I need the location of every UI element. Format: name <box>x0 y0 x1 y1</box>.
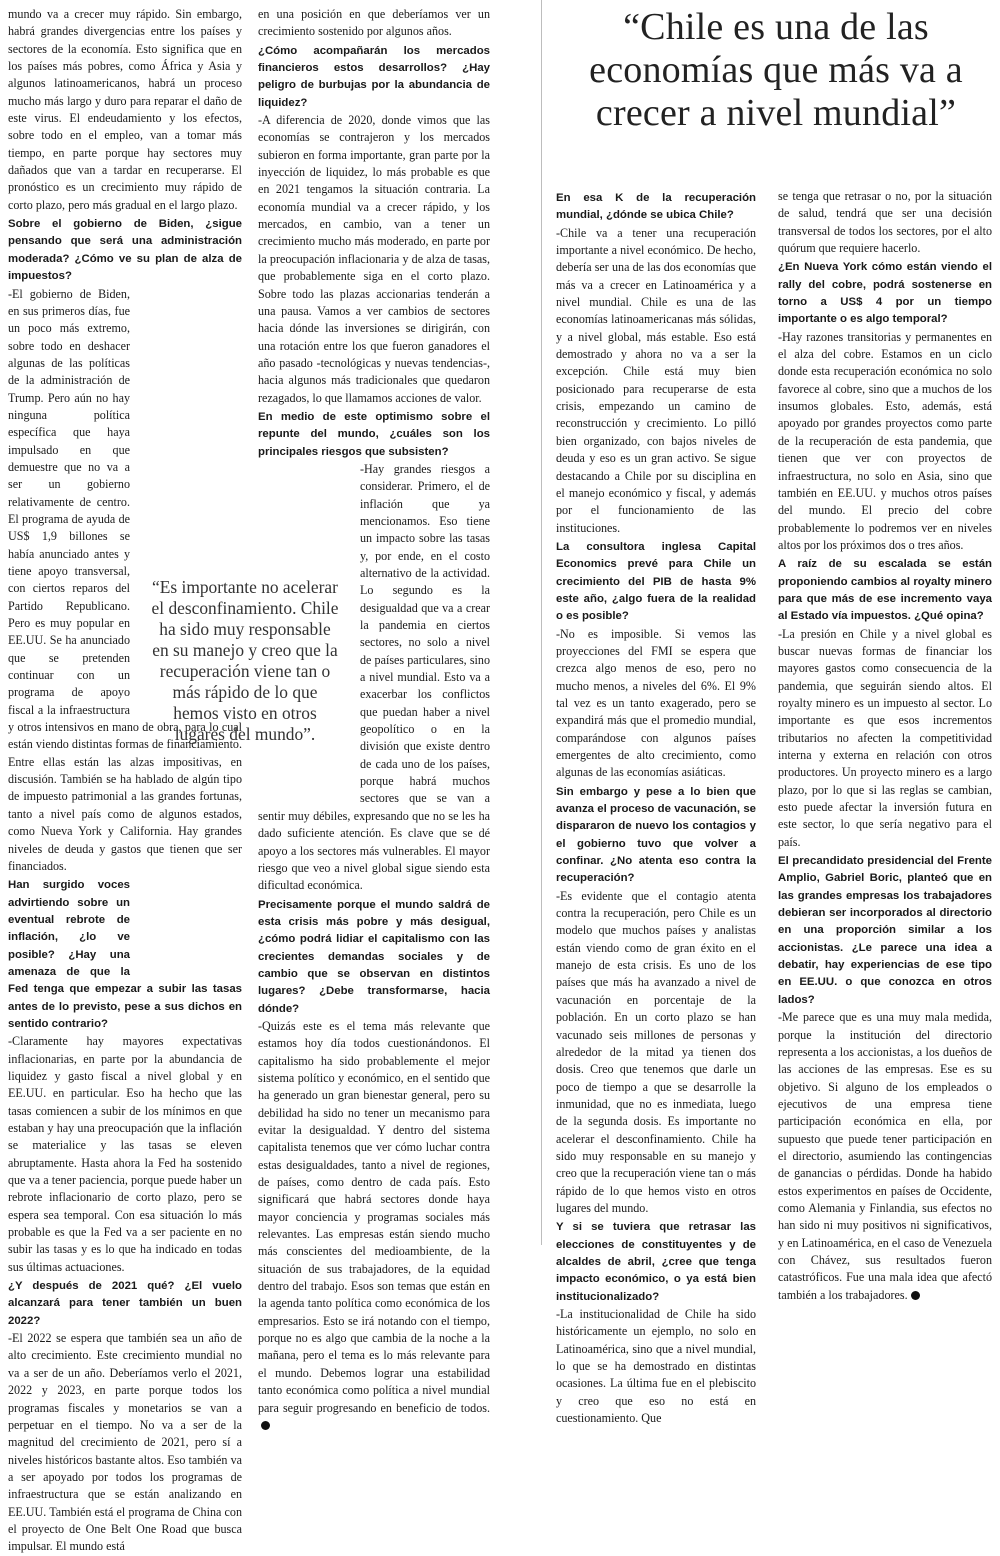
paragraph: en una posición en que deberíamos ver un crecimiento sostenido por algunos años. <box>258 7 490 39</box>
answer: -A diferencia de 2020, donde vimos que las economías se contrajeron y los mercados subieron en forma importante, gran parte por la inyección de liquidez, lo más probable es que en 2021 tengamos la situación contraria. La economía mundial va a crecer rápido, y los mercados, en cambio, van a tener un crecimiento mucho más moderado, en parte por la preocupación inflacionaria y de alza de tasas, que probablemente siga en el corto plazo. Sobre todo las plazas accionarias tenderán a una pausa. Vamos a ver cambios de sectores hacia dónde las inversiones se dirigirán, con una rotación entre los que fueron ganadores el año pasado -tecnológicas y nuevas tendencias-, hacia algunos más tradicionales que quedaron rezagados, lo que llamamos acciones de valor. <box>258 113 490 405</box>
end-of-article-icon <box>261 1421 270 1430</box>
question: Sin embargo y pese a lo bien que avanza el proceso de vacunación, se dispararon de nuevo los contagios y el gobierno tuvo que volver a confinar. ¿No atenta eso contra la recuperación? <box>556 785 756 885</box>
question: Precisamente porque el mundo saldrá de esta crisis más pobre y más desigual, ¿cómo podrá lidiar el capitalismo con las crecientes demandas sociales y de cambio que se observan en distintos lugares? ¿Debe transformarse, hacia dónde? <box>258 898 490 1015</box>
question: En esa K de la recuperación mundial, ¿dónde se ubica Chile? <box>556 192 756 222</box>
question: Sobre el gobierno de Biden, ¿sigue pensando que será una administración moderada? ¿Cómo ve su plan de alza de impuestos? <box>8 218 242 283</box>
question: ¿Y después de 2021 qué? ¿El vuelo alcanzará para tener también un buen 2022? <box>8 1280 242 1327</box>
answer <box>778 1009 992 1304</box>
answer: -La institucionalidad de Chile ha sido históricamente un ejemplo, no solo en Latinoamérica, sino que a nivel mundial, lo que se ha demostrado en distintas ocasiones. La última fue en el plebiscito y creo que eso no está en cuestionamiento. Que <box>556 1307 756 1426</box>
answer: -Chile va a tener una recuperación importante a nivel económico. De hecho, debería ser una de las dos economías que más va a crecer en Latinoamérica y a nivel mundial. Chile es una de las economías latinoamericanas más sólidas, y a nivel global, más estable. Eso está demostrado y ahora no va a ser la excepción. Chile está muy bien posicionado para recuperarse de esta crisis, empezando un camino de reconstrucción y crecimiento. Lo pilló bien organizado, con bajos niveles de deuda y eso es un gran activo. Se sigue destacando a Chile por su disciplina en el manejo económico y fiscal, y además por el funcionamiento de las instituciones. <box>556 225 756 535</box>
answer-text: -Quizás este es el tema más relevante que estamos hoy día todos cuestionándonos. El capitalismo ha sido probablemente el mejor sistema político y económico, en el sentido que ha generado un gran bienestar general, pero su debilidad ha sido no tener un mecanismo para evitar la desigualdad. Y dentro del sistema capitalista tenemos que ver cómo luchar contra estas desigualdades, tanto a nivel de regiones, de países, como dentro de cada país. Esto significará que habrá sectores donde haya mayor conciencia y programas sociales más relevantes. Las empresas están siendo mucho más conscientes del medioambiente, de la situación de sus trabajadores, de la equidad dentro del trabajo. Esos son temas que están en la agenda tanto política como económica de los empresarios. Esto se irá notando con el tiempo, porque no es algo que cambia de la noche a la mañana, pero el tema es lo más relevante para el mundo. Debemos lograr una estabilidad tanto económica como política a nivel mundial para seguir progresando en beneficio de todos. <box>258 1018 490 1415</box>
question: ¿En Nueva York cómo están viendo el rally del cobre, podrá sostenerse en torno a US$ 4 por un tiempo importante o es algo temporal? <box>778 261 992 326</box>
answer-text: -El gobierno de Biden, en sus primeros días, fue un poco más extremo, sobre todo en deshacer algunas de las políticas de la administración de Trump. Pero aún no hay ninguna política específica que haya impulsado en que demuestre que no va a ser un gobierno relativamente de centro. El programa de ayuda de US$ 1,9 billones se había anunciado antes y tiene apoyo transversal, con ciertos reparos del Partido Republicano. Pero es muy popular en EE.UU. Se ha anunciado que se pretenden continuar con un programa de apoyo fiscal a la infraestructura y otros intensivos en mano de obra, para lo cual están viendo distintas formas de financiamiento. Entre ellas están las alzas impositivas, en discusión. También se ha hablado de algún tipo de impuesto patrimonial a las grandes fortunas, tanto a nivel país como de algunos estados, como Nueva York y California. Hay grandes niveles de deuda y gastos que tienen que ser financiados. <box>8 286 242 873</box>
answer: -Es evidente que el contagio atenta contra la recuperación, pero Chile es un modelo que muchos países y analistas están viendo como de gran éxito en el manejo de esta crisis. Es uno de los países que más ha avanzado a nivel de vacunación en porcentaje de la población. En un corto plazo se han vacunado seis millones de personas y alrededor de la mitad ya tienen dos dosis. Creo que tenemos que darle un poco de tiempo a que se desarrolle la inmunidad, que no es inmediata, luego de la segunda dosis. Es importante no acelerar el desconfinamiento. Chile ha sido muy responsable en su manejo y creo que la recuperación viene tan o más rápido de lo que hemos visto en otros lugares del mundo. <box>556 888 756 1215</box>
question-text: Han surgido voces advirtiendo sobre un eventual rebrote de inflación, ¿lo ve posible? ¿Hay una amenaza de que la Fed tenga que empezar a subir las tasas antes de lo previsto, pese a sus dichos en sentido contrario? <box>8 879 242 1030</box>
headline: “Chile es una de las economías que más va a crecer a nivel mundial” <box>589 6 963 134</box>
question: El precandidato presidencial del Frente Amplio, Gabriel Boric, planteó que en las grandes empresas los trabajadores debieran ser incorporados al directorio en una proporción similar a los accionistas. ¿Le parece una idea a debatir, hay experiencias de ese tipo en EE.UU. o que conozca en otros lados? <box>778 855 992 1006</box>
answer: -Claramente hay mayores expectativas inflacionarias, en parte por la abundancia de liquidez y gasto fiscal a nivel global y en EE.UU. en particular. Eso ha hecho que las tasas comiencen a subir de los mínimos en que estaban y hay una preocupación que la inflación se materialice y las tasas se eleven abruptamente. Hasta ahora la Fed ha sostenido que va a tener paciencia, porque puede haber un rebrote inflacionario de corto plazo, pero se espera sea temporal. Con esa situación lo más probable es que la Fed va a ser paciente en no subir las tasas y es lo que ha indicado en todas sus últimas actuaciones. <box>8 1034 242 1274</box>
answer-text: -Me parece que es una muy mala medida, porque la institución del directorio representa a los accionistas, a los dueños de las acciones de las empresas. Ese es su objetivo. Si alguno de los empleados o ejecutivos de una empresa tiene participación económica en ella, por supuesto que puede tener participación en el directorio, asumiendo las contingencias de ganancias o pérdidas. Donde ha habido estos experimentos en países de Occidente, como Alemania y Finlandia, sus efectos no han sido ni muy positivos ni significativos, y en Latinoamérica, en el caso de Venezuela con Chávez, sus resultados fueron catastróficos. Fue una mala idea que afectó también a los trabajadores. <box>778 1010 992 1302</box>
question: En medio de este optimismo sobre el repunte del mundo, ¿cuáles son los principales riesgos que subsisten? <box>258 410 490 458</box>
question: La consultora inglesa Capital Economics prevé para Chile un crecimiento del PIB de hasta 9% este año, ¿algo fuera de la realidad o es posible? <box>556 540 756 623</box>
answer: -La presión en Chile y a nivel global es buscar nuevas formas de financiar los mayores gastos como consecuencia de la pandemia, que seguirán siendo altos. El royalty minero es un impuesto al sector. Lo importante es que esos incrementos tributarios no afecten la competitividad interna y externa en relación con otros productores. Un proyecto minero es a largo plazo, por lo que si las reglas se cambian, esto puede afectar la inversión futura en este sector, lo que sería negativo para el país. <box>778 626 992 849</box>
question: Y si se tuviera que retrasar las elecciones de constituyentes y de alcaldes de abril, ¿cree que tenga impacto económico, o ya está bien institucionalizado? <box>556 1221 756 1303</box>
column-divider <box>541 0 542 1245</box>
pull-quote-float <box>130 877 242 979</box>
article-column-3 <box>556 188 756 1427</box>
answer: -Hay razones transitorias y permanentes en el alza del cobre. Estamos en un ciclo donde esta recuperación económica no solo favorece al cobre, sino que a muchos de los insumos globales. Esto, además, está apoyado por grandes proyectos como parte de la recuperación de esta pandemia, que tienen que ver con proyectos de infraestructura, no solo en Asia, sino que también en EE.UU. y muchos otros países del mundo. El precio del cobre probablemente lo podremos ver en niveles altos por los próximos dos o tres años. <box>778 329 992 552</box>
article-column-1 <box>8 6 242 1556</box>
question: A raíz de su escalada se están proponiendo cambios al royalty minero para que más de ese incremento vaya al Estado vía impuestos. ¿Qué opina? <box>778 558 992 623</box>
answer-text: -Hay grandes riesgos a considerar. Primero, el de inflación que ya mencionamos. Eso tiene un impacto sobre las tasas y, por ende, en el costo alternativo de la actividad. Lo segundo es la desigualdad que va a crear la pandemia en ciertos sectores, no solo a nivel de países particulares, sino a nivel mundial. Esto va a exacerbar los conflictos que puedan haber a nivel geopolítico o en la división que existe dentro de cada uno de los países, porque habrá muchos sectores que se van a sentir muy débiles, expresando que no se les ha dado suficiente atención. Es clave que se dé apoyo a los sectores más vulnerables. El mayor riesgo que veo a nivel global sigue siendo esta dificultad económica. <box>258 461 490 893</box>
answer <box>258 1018 490 1434</box>
pull-quote: “Es importante no acelerar el desconfinamiento. Chile ha sido muy responsable en su manejo y creo que la recuperación viene tan o más rápido de lo que hemos visto en otros lugares del mundo”. <box>151 577 339 744</box>
paragraph: mundo va a crecer muy rápido. Sin embargo, habrá grandes divergencias entre los países y sectores de la economía. Esto significa que en los países más pobres, como África y Asia y algunos latinoamericanos, habrá un proceso mucho más largo y duro para reparar el daño de este virus. El endeudamiento y los efectos, sobre todo en el empleo, van a tomar más tiempo, en parte porque hay sectores muy dañados que van a tardar en recuperarse. El pronóstico es un crecimiento muy rápido de corto plazo, pero más gradual en el largo plazo. <box>8 7 242 212</box>
article-column-4 <box>778 188 992 1304</box>
answer: -El 2022 se espera que también sea un año de alto crecimiento. Este crecimiento mundial no va a ser de un año. Deberíamos verlo el 2021, 2022 y 2023, en parte porque todos los programas fiscales y monetarios se van a perpetuar en el tiempo. No va a ser de la magnitud del crecimiento de 2021, pero sí a niveles históricos bastante altos. Eso también va a ser apoyado por todos los programas de infraestructura que se están analizando en EE.UU. También está el programa de China con el proyecto de One Belt One Road que busca impulsar. El mundo está <box>8 1331 242 1554</box>
question <box>8 877 242 1033</box>
paragraph: se tenga que retrasar o no, por la situación de salud, tendrá que ser una decisión transversal de todos los sectores, por el alto quórum que requiere hacerlo. <box>778 189 992 256</box>
answer: -No es imposible. Si vemos las proyecciones del FMI se espera que crezca algo menos de eso, pero no mucho menos, a niveles del 6%. El 9% tal vez es un tanto exagerado, pero se expandirá más que el promedio mundial, comparándose con algunos países emergentes de alto crecimiento, como algunas de las economías asiáticas. <box>556 626 756 780</box>
end-of-article-icon <box>911 1291 920 1300</box>
question: ¿Cómo acompañarán los mercados financieros estos desarrollos? ¿Hay peligro de burbujas por la abundancia de liquidez? <box>258 44 490 109</box>
